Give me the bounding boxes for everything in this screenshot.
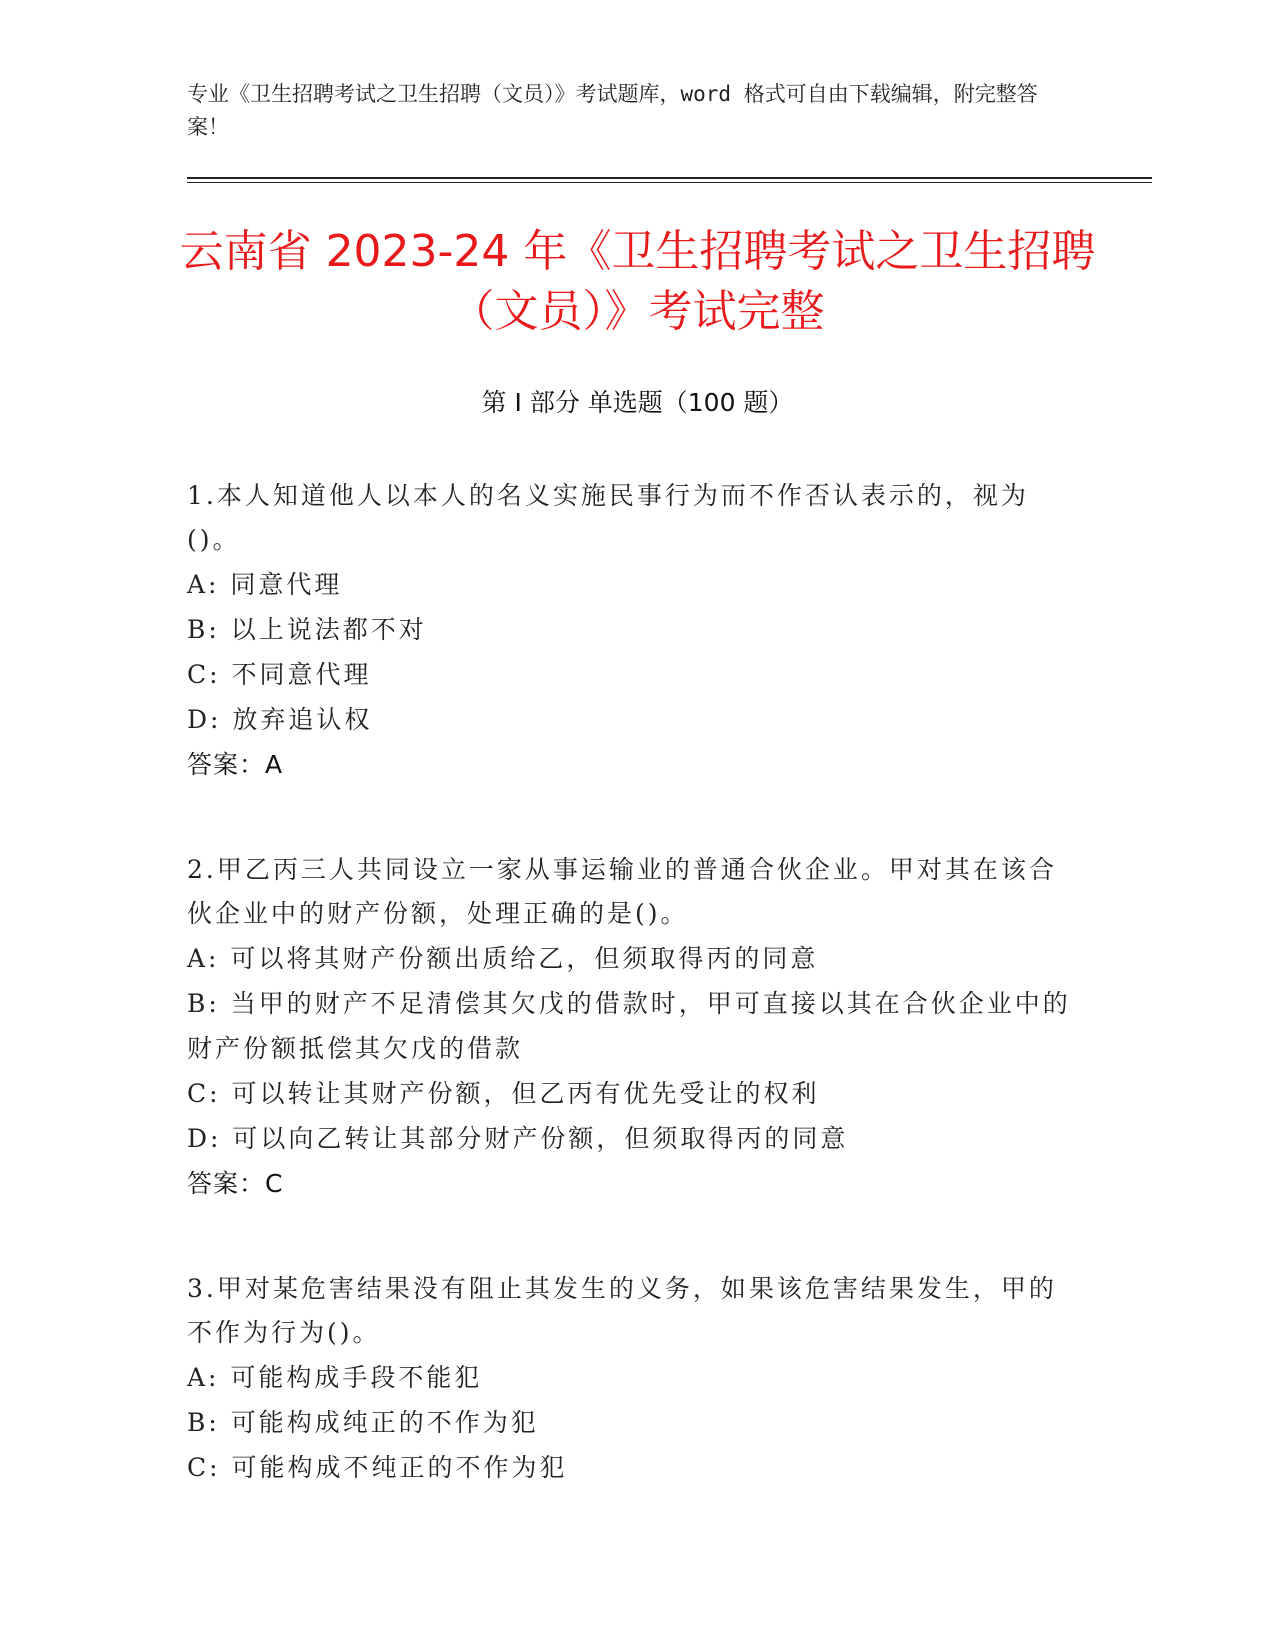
option-b: B: 以上说法都不对 [187, 615, 427, 644]
question-stem: 1.本人知道他人以本人的名义实施民事行为而不作否认表示的，视为()。 [187, 481, 1029, 554]
header-divider-thin [187, 182, 1152, 183]
option-b: B: 当甲的财产不足清偿其欠戊的借款时，甲可直接以其在合伙企业中的财产份额抵偿其欠戊的借款 [187, 989, 1071, 1063]
document-title: 云南省 2023-24 年《卫生招聘考试之卫生招聘（文员）》考试完整 [179, 226, 1096, 337]
option-d: D: 放弃追认权 [187, 705, 373, 734]
option-a: A: 可能构成手段不能犯 [187, 1363, 483, 1392]
option-d: D: 可以向乙转让其部分财产份额，但须取得丙的同意 [187, 1124, 849, 1153]
header-note: 专业《卫生招聘考试之卫生招聘（文员）》考试题库，word 格式可自由下载编辑，附完整答案！ [187, 82, 1038, 139]
question-stem: 3.甲对某危害结果没有阻止其发生的义务，如果该危害结果发生，甲的不作为行为()。 [187, 1274, 1057, 1347]
option-a: A: 可以将其财产份额出质给乙，但须取得丙的同意 [187, 944, 819, 973]
question-spacer [187, 788, 1077, 848]
section-title: 第 I 部分 单选题（100 题） [481, 388, 794, 417]
question-3 [187, 1267, 1077, 1490]
option-c: C: 可以转让其财产份额，但乙丙有优先受让的权利 [187, 1079, 820, 1108]
question-stem: 2.甲乙丙三人共同设立一家从事运输业的普通合伙企业。甲对其在该合伙企业中的财产份额，处理正确的是()。 [187, 855, 1057, 928]
option-c: C: 不同意代理 [187, 660, 372, 689]
header-divider-thick [187, 177, 1152, 179]
question-spacer [187, 1207, 1077, 1267]
answer: 答案：C [187, 1169, 284, 1198]
question-1 [187, 474, 1077, 788]
option-c: C: 可能构成不纯正的不作为犯 [187, 1453, 568, 1482]
question-2 [187, 848, 1077, 1207]
question-list [187, 474, 1077, 1490]
answer: 答案：A [187, 750, 284, 779]
option-a: A: 同意代理 [187, 570, 343, 599]
option-b: B: 可能构成纯正的不作为犯 [187, 1408, 539, 1437]
